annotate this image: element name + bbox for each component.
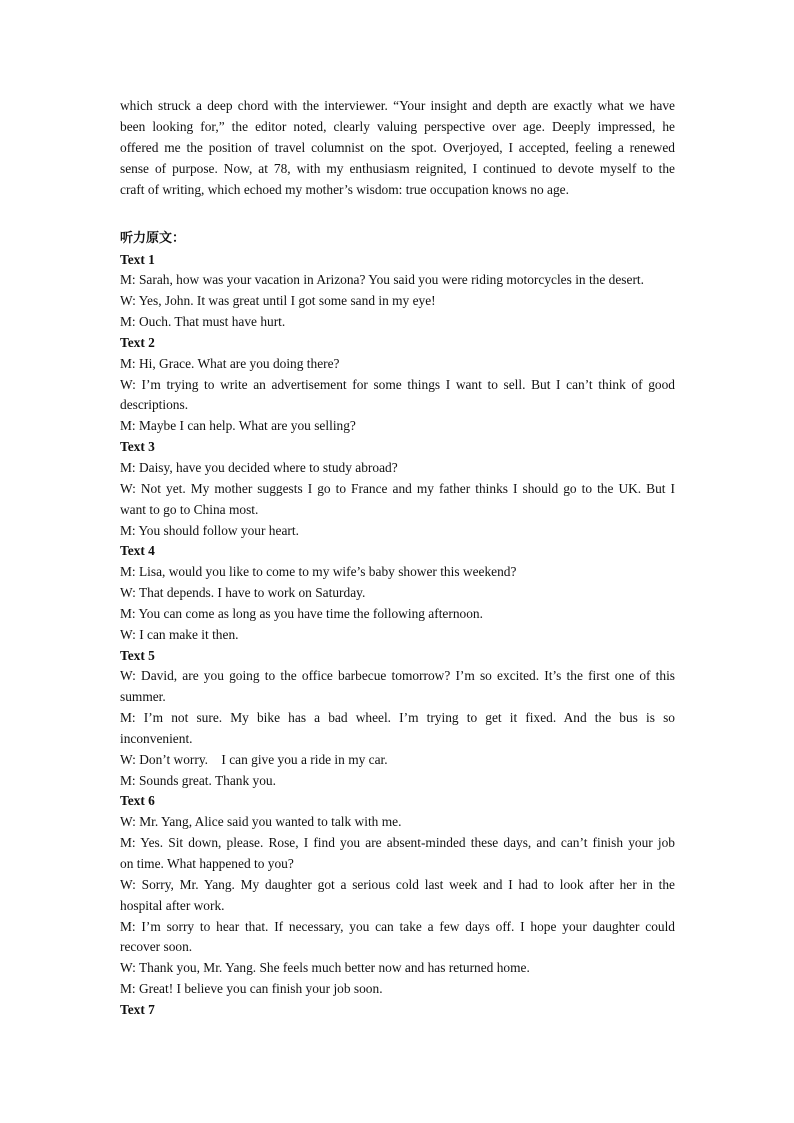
text-heading: Text 5: [120, 647, 155, 663]
transcript-text-2: [120, 333, 675, 437]
dialogue-line: M: Lisa, would you like to come to my wife’s baby shower this weekend?: [120, 564, 517, 580]
dialogue-line: M: You can come as long as you have time the following afternoon.: [120, 605, 483, 621]
text-heading: Text 6: [120, 793, 155, 809]
dialogue-line: W: Yes, John. It was great until I got some sand in my eye!: [120, 293, 436, 309]
dialogue-line: W: David, are you going to the office barbecue tomorrow? I’m so excited. It’s the first one of this: [120, 668, 675, 684]
dialogue-line: inconvenient.: [120, 730, 193, 746]
dialogue-line: W: Mr. Yang, Alice said you wanted to talk with me.: [120, 814, 402, 830]
text-heading: Text 2: [120, 334, 155, 350]
document-page: [120, 96, 675, 1021]
dialogue-line: W: That depends. I have to work on Saturday.: [120, 585, 366, 601]
text-heading: Text 3: [120, 439, 155, 455]
transcript-text-5: [120, 646, 675, 792]
section-title: 听力原文：: [120, 230, 186, 246]
dialogue-line: M: Yes. Sit down, please. Rose, I find you are absent-minded these days, and can’t finish your job: [120, 835, 675, 851]
text-heading: Text 1: [120, 251, 155, 267]
transcript-text-3: [120, 437, 675, 541]
intro-paragraph: [120, 96, 675, 201]
dialogue-line: W: Don’t worry. I can give you a ride in my car.: [120, 751, 388, 767]
dialogue-line: W: I can make it then.: [120, 626, 239, 642]
text-heading: Text 7: [120, 1001, 155, 1017]
dialogue-line: W: Sorry, Mr. Yang. My daughter got a serious cold last week and I had to look after her in the: [120, 876, 675, 892]
dialogue-line: W: I’m trying to write an advertisement for some things I want to sell. But I can’t think of good: [120, 376, 675, 392]
dialogue-line: descriptions.: [120, 397, 189, 413]
dialogue-line: M: Hi, Grace. What are you doing there?: [120, 355, 340, 371]
dialogue-line: W: Thank you, Mr. Yang. She feels much better now and has returned home.: [120, 960, 530, 976]
intro-line: been looking for,” the editor noted, clearly valuing perspective over age. Deeply impressed, he: [120, 118, 675, 134]
intro-line: sense of purpose. Now, at 78, with my enthusiasm reignited, I continued to devote myself to the: [120, 160, 675, 176]
transcript-text-1: [120, 250, 675, 333]
dialogue-line: summer.: [120, 689, 166, 705]
dialogue-line: want to go to China most.: [120, 501, 259, 517]
dialogue-line: M: Daisy, have you decided where to study abroad?: [120, 459, 398, 475]
dialogue-line: M: Sounds great. Thank you.: [120, 772, 276, 788]
dialogue-line: W: Not yet. My mother suggests I go to France and my father thinks I should go to the UK. But I: [120, 480, 675, 496]
dialogue-line: recover soon.: [120, 939, 193, 955]
transcript-text-4: [120, 541, 675, 645]
dialogue-line: M: I’m not sure. My bike has a bad wheel. I’m trying to get it fixed. And the bus is so: [120, 710, 675, 726]
intro-line: which struck a deep chord with the interviewer. “Your insight and depth are exactly what we have: [120, 98, 675, 113]
dialogue-line: on time. What happened to you?: [120, 856, 294, 871]
intro-line: offered me the position of travel columnist on the spot. Overjoyed, I accepted, feeling a renewed: [120, 139, 675, 155]
intro-line: craft of writing, which echoed my mother’s wisdom: true occupation knows no age.: [120, 181, 569, 197]
dialogue-line: M: I’m sorry to hear that. If necessary, you can take a few days off. I hope your daughter could: [120, 918, 675, 934]
dialogue-line: M: Great! I believe you can finish your job soon.: [120, 981, 383, 997]
dialogue-line: M: Ouch. That must have hurt.: [120, 314, 286, 330]
dialogue-line: hospital after work.: [120, 897, 225, 913]
text-heading: Text 4: [120, 543, 155, 559]
transcript-text-7: [120, 1000, 675, 1021]
dialogue-line: M: Maybe I can help. What are you selling?: [120, 418, 356, 434]
transcript-text-6: [120, 791, 675, 999]
dialogue-line: M: Sarah, how was your vacation in Arizona? You said you were riding motorcycles in the desert.: [120, 272, 644, 288]
dialogue-line: M: You should follow your heart.: [120, 522, 299, 538]
